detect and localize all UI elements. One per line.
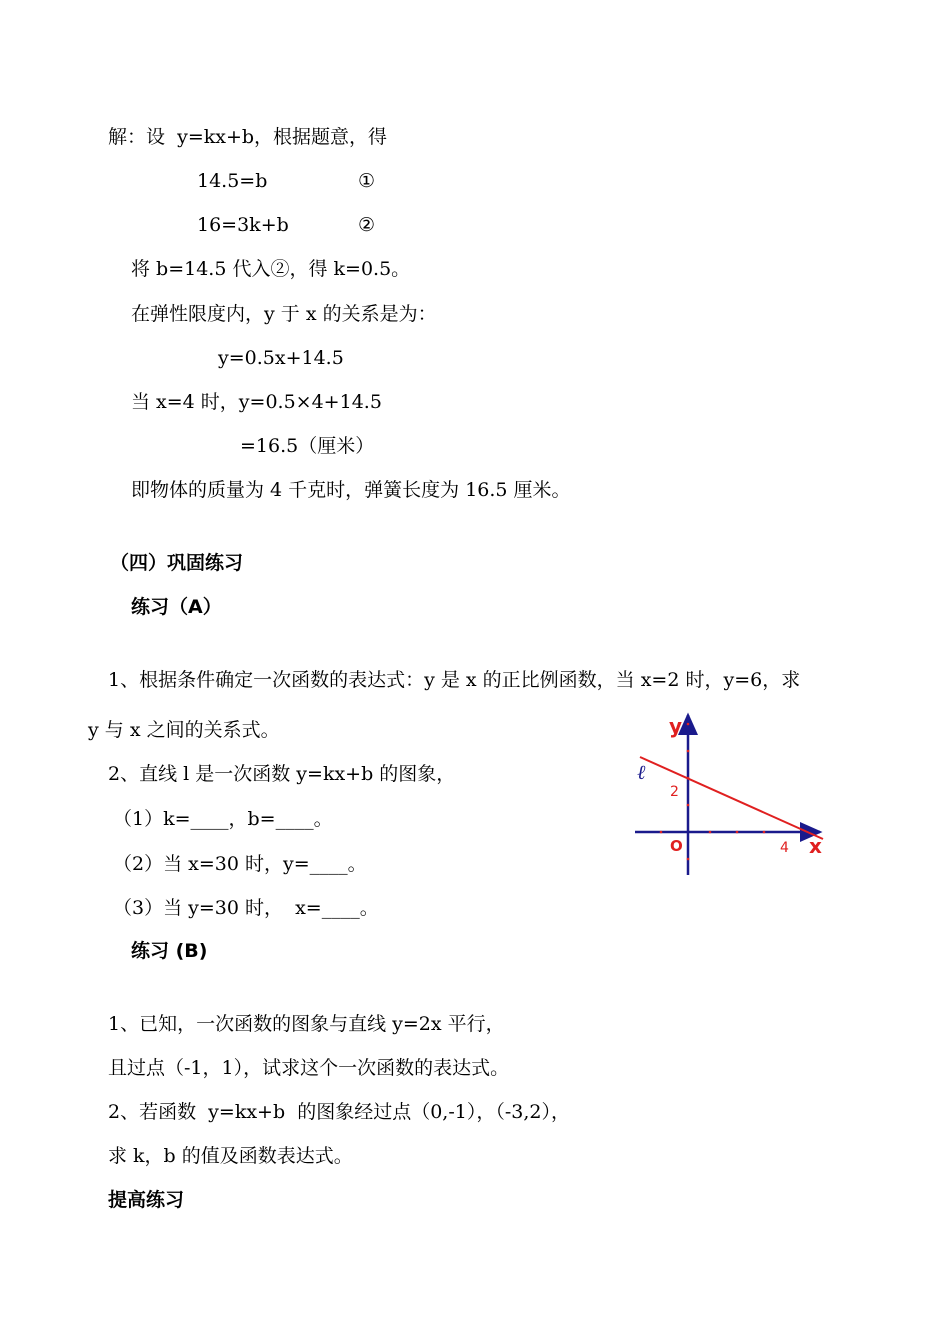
equation-1: 14.5=b: [197, 170, 268, 192]
solution-line-8: =16.5（厘米）: [240, 435, 375, 457]
equation-2: 16=3k+b: [197, 214, 289, 236]
solution-line-5: 在弹性限度内，y 于 x 的关系是为：: [131, 303, 437, 325]
solution-line-1: 解：设 y=kx+b，根据题意，得: [108, 126, 388, 148]
equation-2-marker: ②: [358, 214, 376, 236]
practice-b-heading: 练习 (B): [131, 940, 208, 962]
x-axis-label: x: [809, 834, 822, 858]
linear-function-graph: [625, 705, 830, 880]
exercise-b2-line-2: 求 k，b 的值及函数表达式。: [108, 1145, 353, 1167]
solution-line-4: 将 b=14.5 代入②，得 k=0.5。: [131, 258, 411, 280]
exercise-b1-line-1: 1、已知，一次函数的图象与直线 y=2x 平行，: [108, 1013, 505, 1035]
exercise-a2-part-3: （3）当 y=30 时， x=____。: [113, 897, 379, 919]
exercise-a1-line-2: y 与 x 之间的关系式。: [88, 719, 280, 741]
practice-a-heading: 练习（A）: [131, 596, 222, 618]
function-line: [640, 757, 823, 839]
equation-1-marker: ①: [358, 170, 376, 192]
section-title: （四）巩固练习: [110, 552, 244, 574]
exercise-b2-line-1: 2、若函数 y=kx+b 的图象经过点（0,-1），（-3,2），: [108, 1101, 570, 1123]
solution-line-6: y=0.5x+14.5: [218, 347, 344, 369]
advanced-practice-heading: 提高练习: [108, 1189, 185, 1211]
exercise-a2-part-2: （2）当 x=30 时，y=____。: [113, 853, 367, 875]
origin-label: O: [670, 837, 683, 855]
y-intercept-label: 2: [670, 784, 679, 800]
line-label: ℓ: [637, 760, 646, 784]
y-axis-label: y: [669, 714, 683, 738]
exercise-a2-part-1: （1）k=____，b=____。: [113, 808, 333, 830]
exercise-a2: 2、直线 l 是一次函数 y=kx+b 的图象，: [108, 763, 456, 785]
x-intercept-label: 4: [780, 840, 789, 856]
solution-line-7: 当 x=4 时，y=0.5×4+14.5: [131, 391, 382, 413]
exercise-a1-line-1: 1、根据条件确定一次函数的表达式：y 是 x 的正比例函数，当 x=2 时，y=6，求: [108, 669, 801, 691]
exercise-b1-line-2: 且过点（-1，1），试求这个一次函数的表达式。: [108, 1057, 510, 1079]
solution-line-9: 即物体的质量为 4 千克时，弹簧长度为 16.5 厘米。: [131, 479, 571, 501]
